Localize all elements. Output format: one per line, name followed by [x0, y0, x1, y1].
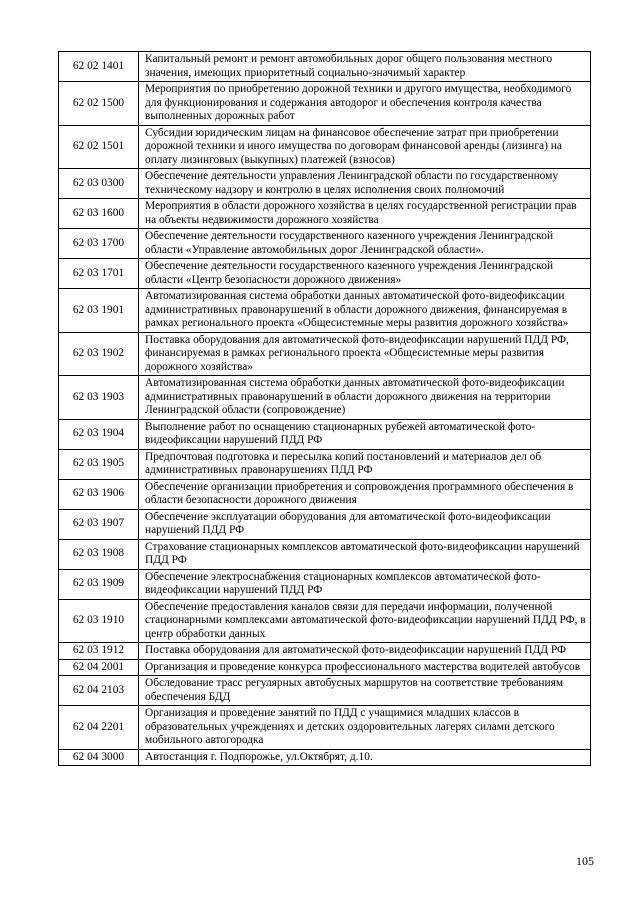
- row-description: Автостанция г. Подпорожье, ул.Октябрят, д.10.: [139, 749, 591, 766]
- row-description: Обеспечение эксплуатации оборудования для автоматической фото-видеофиксации нарушений ПДД РФ: [139, 509, 591, 539]
- row-code: 62 03 1909: [59, 569, 139, 599]
- row-description: Страхование стационарных комплексов автоматической фото-видеофиксации нарушений ПДД РФ: [139, 539, 591, 569]
- row-code: 62 03 0300: [59, 169, 139, 199]
- table-row: [59, 289, 591, 333]
- row-description: Обследование трасс регулярных автобусных маршрутов на соответствие требованиям обеспечения БДД: [139, 676, 591, 706]
- row-code: 62 03 1907: [59, 509, 139, 539]
- row-code: 62 02 1501: [59, 125, 139, 169]
- table-body: [59, 52, 591, 766]
- row-description: Поставка оборудования для автоматической фото-видеофиксации нарушений ПДД РФ: [139, 643, 591, 660]
- row-code: 62 03 1904: [59, 419, 139, 449]
- row-code: 62 03 1901: [59, 289, 139, 333]
- row-description: Обеспечение организации приобретения и сопровождения программного обеспечения в области безопасности дорожного движения: [139, 479, 591, 509]
- row-description: Организация и проведение конкурса профессионального мастерства водителей автобусов: [139, 659, 591, 676]
- page-number: 105: [576, 854, 594, 868]
- table-row: [59, 376, 591, 420]
- row-description: Мероприятия в области дорожного хозяйства в целях государственной регистрации прав на объекты недвижимости дорожного хозяйства: [139, 199, 591, 229]
- row-description: Обеспечение деятельности государственного казенного учреждения Ленинградской области «Центр безопасности дорожного движения»: [139, 259, 591, 289]
- row-code: 62 03 1910: [59, 599, 139, 643]
- row-description: Предпочтовая подготовка и пересылка копий постановлений и материалов дел об административных правонарушениях ПДД РФ: [139, 449, 591, 479]
- table-row: [59, 259, 591, 289]
- row-code: 62 03 1902: [59, 332, 139, 376]
- table-row: [59, 659, 591, 676]
- row-description: Автоматизированная система обработки данных автоматической фото-видеофиксации административных правонарушений в области дорожного движения на территории Ленинградской области (сопровождение): [139, 376, 591, 420]
- table-row: [59, 749, 591, 766]
- table-row: [59, 82, 591, 126]
- table-row: [59, 449, 591, 479]
- table-row: [59, 539, 591, 569]
- table-row: [59, 229, 591, 259]
- row-code: 62 03 1700: [59, 229, 139, 259]
- row-code: 62 04 2201: [59, 706, 139, 750]
- table-row: [59, 676, 591, 706]
- row-code: 62 04 2103: [59, 676, 139, 706]
- table-row: [59, 509, 591, 539]
- row-code: 62 02 1401: [59, 52, 139, 82]
- row-code: 62 03 1912: [59, 643, 139, 660]
- row-code: 62 03 1903: [59, 376, 139, 420]
- table-row: [59, 643, 591, 660]
- row-code: 62 03 1600: [59, 199, 139, 229]
- budget-code-table: [58, 51, 591, 766]
- row-code: 62 03 1905: [59, 449, 139, 479]
- table-row: [59, 479, 591, 509]
- table-row: [59, 199, 591, 229]
- row-description: Выполнение работ по оснащению стационарных рубежей автоматической фото-видеофиксации нарушений ПДД РФ: [139, 419, 591, 449]
- table-row: [59, 125, 591, 169]
- table-row: [59, 169, 591, 199]
- row-description: Обеспечение деятельности государственного казенного учреждения Ленинградской области «Управление автомобильных дорог Ленинградской области».: [139, 229, 591, 259]
- row-code: 62 03 1701: [59, 259, 139, 289]
- row-code: 62 04 2001: [59, 659, 139, 676]
- row-code: 62 02 1500: [59, 82, 139, 126]
- table-row: [59, 52, 591, 82]
- table-row: [59, 332, 591, 376]
- table-row: [59, 419, 591, 449]
- row-description: Капитальный ремонт и ремонт автомобильных дорог общего пользования местного значения, имеющих приоритетный социально-значимый характер: [139, 52, 591, 82]
- table-row: [59, 599, 591, 643]
- table-row: [59, 706, 591, 750]
- row-description: Обеспечение деятельности управления Ленинградской области по государственному техническому надзору и контролю в целях исполнения своих полномочий: [139, 169, 591, 199]
- row-description: Организация и проведение занятий по ПДД с учащимися младших классов в образовательных учреждениях и детских оздоровительных лагерях силами детского мобильного автогородка: [139, 706, 591, 750]
- row-description: Поставка оборудования для автоматической фото-видеофиксации нарушений ПДД РФ, финансируемая в рамках регионального проекта «Общесистемные меры развития дорожного хозяйства»: [139, 332, 591, 376]
- row-code: 62 03 1906: [59, 479, 139, 509]
- row-description: Обеспечение электроснабжения стационарных комплексов автоматической фото-видеофиксации нарушений ПДД РФ: [139, 569, 591, 599]
- row-description: Субсидии юридическим лицам на финансовое обеспечение затрат при приобретении дорожной техники и иного имущества по договорам финансовой аренды (лизинга) на оплату лизинговых (выкупных) платежей (взносов): [139, 125, 591, 169]
- row-code: 62 03 1908: [59, 539, 139, 569]
- row-description: Мероприятия по приобретению дорожной техники и другого имущества, необходимого для функционирования и содержания автодорог и обеспечения контроля качества выполненных дорожных работ: [139, 82, 591, 126]
- table-row: [59, 569, 591, 599]
- row-description: Автоматизированная система обработки данных автоматической фото-видеофиксации административных правонарушений в области дорожного движения, финансируемая в рамках регионального проекта «Общесистемные меры развития дорожного хозяйства»: [139, 289, 591, 333]
- row-description: Обеспечение предоставления каналов связи для передачи информации, полученной стационарными комплексами автоматической фото-видеофиксации нарушений ПДД РФ, в центр обработки данных: [139, 599, 591, 643]
- row-code: 62 04 3000: [59, 749, 139, 766]
